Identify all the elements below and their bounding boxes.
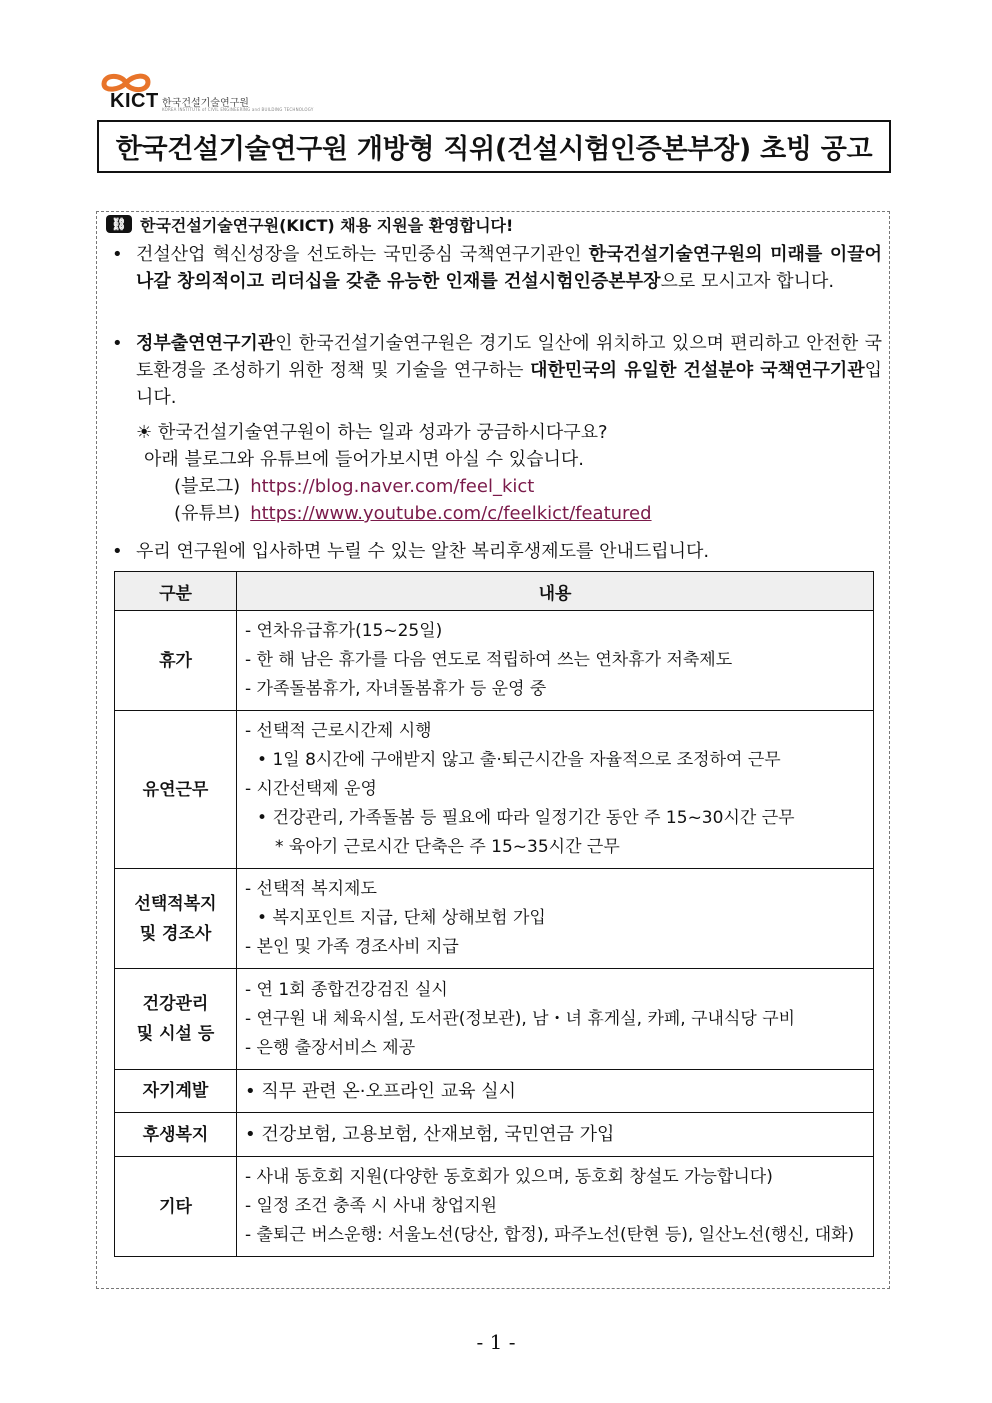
list-item: - 연구원 내 체육시설, 도서관(정보관), 남・녀 휴게실, 카페, 구내식당 구비 bbox=[245, 1005, 865, 1034]
row-category-line: 선택적복지 bbox=[134, 893, 217, 914]
list-item: - 선택적 복지제도 bbox=[245, 875, 865, 904]
table-row bbox=[115, 711, 874, 869]
youtube-line bbox=[174, 500, 876, 527]
list-item: - 사내 동호회 지원(다양한 동호회가 있으며, 동호회 창설도 가능합니다) bbox=[245, 1163, 865, 1192]
list-item: - 한 해 남은 휴가를 다음 연도로 적립하여 쓰는 연차휴가 저축제도 bbox=[245, 646, 865, 675]
youtube-link[interactable]: https://www.youtube.com/c/feelkict/featured bbox=[250, 503, 652, 524]
links-note bbox=[136, 419, 876, 527]
intro-p2-text-b: 인 한국건설기술연구원은 경기도 일산에 위치하고 있으며 편리하고 안전한 국토환경을 조성하기 위한 정책 및 기술을 연구하는 bbox=[136, 333, 882, 381]
header-category: 구분 bbox=[115, 572, 237, 611]
list-item: - 은행 출장서비스 제공 bbox=[245, 1034, 865, 1063]
table-row bbox=[115, 611, 874, 711]
list-item: - 본인 및 가족 경조사비 지급 bbox=[245, 933, 865, 962]
table-row bbox=[115, 1113, 874, 1157]
table-row bbox=[115, 1070, 874, 1113]
intro-p1-text-c: 으로 모시고자 합니다. bbox=[660, 271, 835, 292]
list-item: - 연차유급휴가(15~25일) bbox=[245, 617, 865, 646]
intro-p2-text-d: 입니다. bbox=[136, 360, 882, 408]
links-guide: 아래 블로그와 유튜브에 들어가보시면 아실 수 있습니다. bbox=[144, 449, 584, 470]
list-item: • 복지포인트 지급, 단체 상해보험 가입 bbox=[245, 904, 865, 933]
row-category-line: 휴가 bbox=[159, 650, 192, 671]
intro-p1-text-b: 한국건설기술연구원의 미래를 이끌어 나갈 창의적이고 리더십을 갖춘 유능한 인재를 건설시험인증본부장 bbox=[136, 244, 882, 292]
list-item: • 직무 관련 온·오프라인 교육 실시 bbox=[245, 1077, 865, 1106]
logo-org-name-en: KOREA INSTITUTE of CIVIL ENGINEERING and BUILDING TECHNOLOGY bbox=[162, 107, 314, 112]
row-category-line: 유연근무 bbox=[142, 779, 209, 800]
row-content bbox=[237, 1157, 874, 1257]
benefits-intro bbox=[112, 538, 882, 565]
bullet-icon: • bbox=[112, 244, 123, 265]
row-category bbox=[115, 869, 237, 969]
table-row bbox=[115, 869, 874, 969]
blog-label: (블로그) bbox=[174, 476, 241, 497]
links-question: ☀ 한국건설기술연구원이 하는 일과 성과가 궁금하시다구요? bbox=[136, 422, 608, 443]
intro-paragraph-2 bbox=[112, 330, 882, 411]
row-content bbox=[237, 1113, 874, 1157]
logo-abbr: KICT bbox=[110, 90, 159, 112]
row-category-line: 및 경조사 bbox=[139, 923, 212, 944]
list-item: • 1일 8시간에 구애받지 않고 출·퇴근시간을 자율적으로 조정하여 근무 bbox=[245, 746, 865, 775]
list-item: - 선택적 근로시간제 시행 bbox=[245, 717, 865, 746]
row-category bbox=[115, 711, 237, 869]
link-icon: ⛓ bbox=[106, 215, 132, 233]
benefits-table-body bbox=[115, 611, 874, 1257]
title-box bbox=[97, 120, 891, 173]
list-item: • 건강보험, 고용보험, 산재보험, 국민연금 가입 bbox=[245, 1120, 865, 1149]
table-row bbox=[115, 1157, 874, 1257]
benefits-intro-text: 우리 연구원에 입사하면 누릴 수 있는 알찬 복리후생제도를 안내드립니다. bbox=[136, 541, 710, 562]
row-category bbox=[115, 1070, 237, 1113]
row-category bbox=[115, 969, 237, 1070]
youtube-label: (유튜브) bbox=[174, 503, 241, 524]
welcome-heading bbox=[106, 211, 513, 237]
intro-p1-text-a: 건설산업 혁신성장을 선도하는 국민중심 국책연구기관인 bbox=[136, 244, 589, 265]
row-category-line: 후생복지 bbox=[142, 1124, 209, 1145]
row-content bbox=[237, 1070, 874, 1113]
welcome-text: 한국건설기술연구원(KICT) 채용 지원을 환영합니다! bbox=[140, 215, 514, 235]
intro-paragraph-1 bbox=[112, 241, 882, 295]
bullet-icon: • bbox=[112, 541, 123, 562]
row-content bbox=[237, 711, 874, 869]
row-category bbox=[115, 1113, 237, 1157]
row-category-line: 및 시설 등 bbox=[136, 1024, 215, 1044]
table-row bbox=[115, 969, 874, 1070]
list-item: - 연 1회 종합건강검진 실시 bbox=[245, 976, 865, 1005]
row-category-line: 기타 bbox=[159, 1196, 192, 1217]
list-item: - 출퇴근 버스운행: 서울노선(당산, 합정), 파주노선(탄현 등), 일산노선(행신, 대화) bbox=[245, 1221, 865, 1250]
intro-p2-text-a: 정부출연연구기관 bbox=[136, 333, 276, 354]
bullet-icon: • bbox=[112, 333, 123, 354]
row-category-line: 자기계발 bbox=[142, 1081, 209, 1101]
kict-logo bbox=[96, 70, 316, 114]
row-content bbox=[237, 869, 874, 969]
blog-link[interactable]: https://blog.naver.com/feel_kict bbox=[250, 476, 535, 497]
list-item: - 일정 조건 충족 시 사내 창업지원 bbox=[245, 1192, 865, 1221]
logo-org-name: 한국건설기술연구원 bbox=[162, 98, 249, 109]
header-content: 내용 bbox=[237, 572, 874, 611]
list-item: - 시간선택제 운영 bbox=[245, 775, 865, 804]
benefits-table bbox=[114, 571, 874, 1257]
row-category-line: 건강관리 bbox=[142, 994, 209, 1014]
row-content bbox=[237, 611, 874, 711]
row-content bbox=[237, 969, 874, 1070]
row-category bbox=[115, 611, 237, 711]
row-category bbox=[115, 1157, 237, 1257]
list-item: - 가족돌봄휴가, 자녀돌봄휴가 등 운영 중 bbox=[245, 675, 865, 704]
list-item: * 육아기 근로시간 단축은 주 15~35시간 근무 bbox=[245, 833, 865, 862]
table-header-row bbox=[115, 572, 874, 611]
list-item: • 건강관리, 가족돌봄 등 필요에 따라 일정기간 동안 주 15~30시간 근무 bbox=[245, 804, 865, 833]
page-number: - 1 - bbox=[476, 1330, 516, 1354]
blog-line bbox=[174, 473, 876, 500]
intro-p2-text-c: 대한민국의 유일한 건설분야 국책연구기관 bbox=[530, 360, 865, 381]
page-title: 한국건설기술연구원 개방형 직위(건설시험인증본부장) 초빙 공고 bbox=[115, 134, 873, 165]
